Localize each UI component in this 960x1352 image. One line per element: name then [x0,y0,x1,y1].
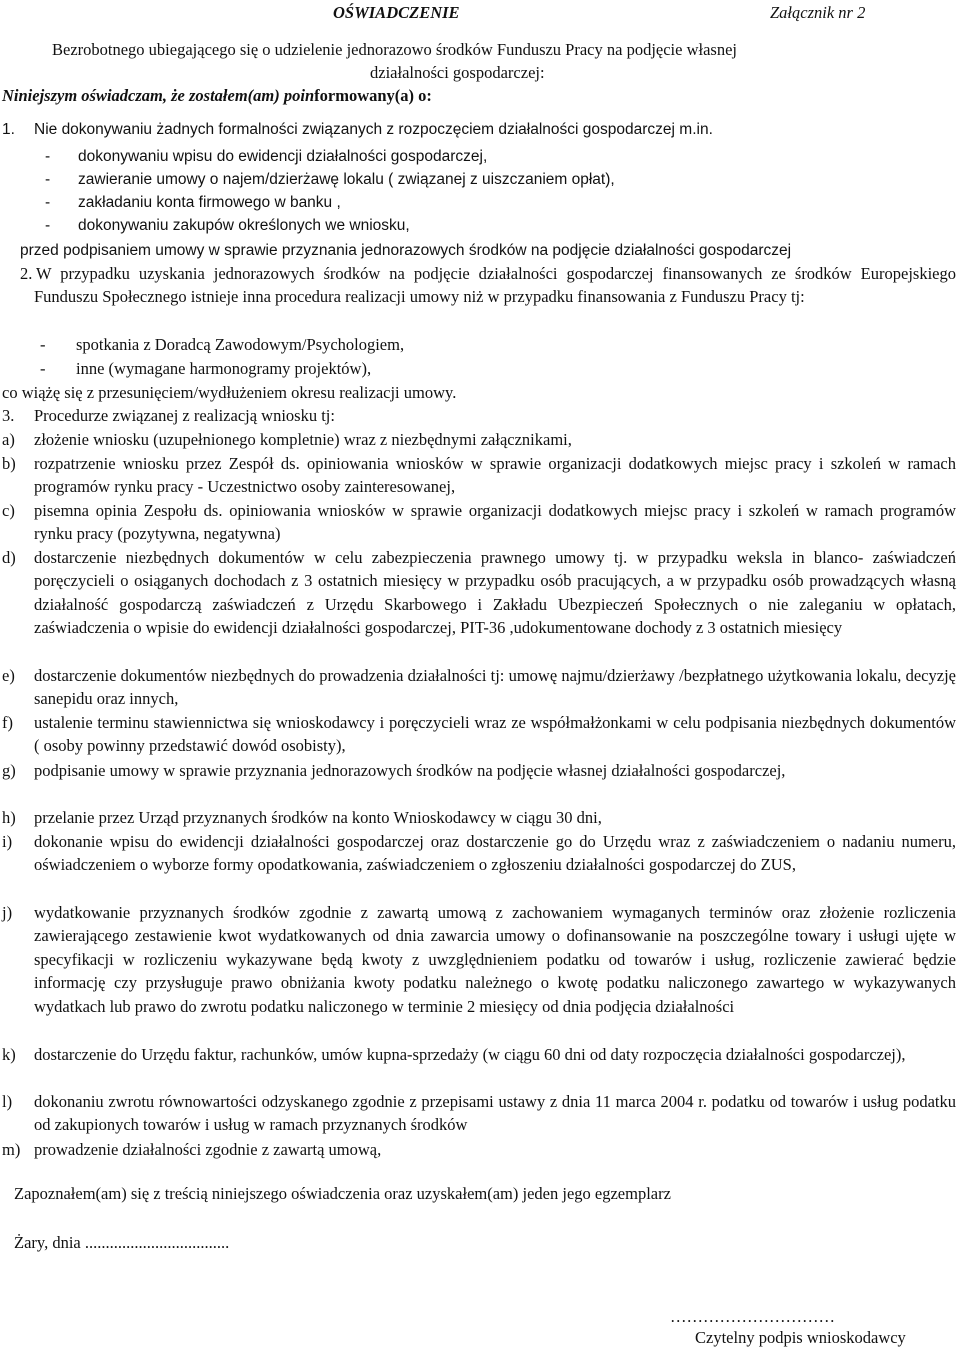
section-2-number: 2. [20,264,33,283]
procedure-item: dokonaniu zwrotu równowartości odzyskanego zgodnie z przepisami ustawy z dnia 11 marca 2004 r. podatku od towarów i usług podatku od zakupionych towarów i usług w ramach przyznanych środków [34,1092,956,1135]
section-1-footer: przed podpisaniem umowy w sprawie przyznania jednorazowych środków na podjęcie działalności gospodarczej [20,242,792,259]
item-letter: h) [2,808,16,827]
section-3-number: 3. [2,406,15,425]
procedure-item: ustalenie terminu stawiennictwa się wnioskodawcy i poręczycieli wraz ze współmałżonkami w celu podpisania niezbędnych dokumentów ( osoby powinny przedstawić dowód osobisty), [34,713,956,756]
signature-label: Czytelny podpis wnioskodawcy [695,1328,906,1347]
procedure-item: przelanie przez Urząd przyznanych środków na konto Wnioskodawcy w ciągu 30 dni, [34,808,602,827]
section-1-bullet: dokonywaniu wpisu do ewidencji działalności gospodarczej, [78,148,488,165]
section-1-bullet: zawieranie umowy o najem/dzierżawę lokalu ( związanej z uiszczaniem opłat), [78,171,615,188]
procedure-item: wydatkowanie przyznanych środków zgodnie z zawartą umową z zachowaniem wymaganych terminów oraz złożenie rozliczenia zawierającego zestawienie kwot wydatkowanych od dnia zawarcia umowy o dofinansowanie na poszczególne towary i usługi ujęte w specyfikacji w rozliczeniu wykazywane będą kwoty z uwzględnieniem podatku od towarów i usług, rozliczenie zawierać będzie informację czy przysługuje prawo obniżania kwoty podatku należnego o kwotę podatku naliczonego zawartego w wykazywanych wydatkach lub prawo do zwrotu podatku naliczonego w terminie 2 miesięcy od dnia podjęcia działalności [34,903,956,1016]
section-1-text: Nie dokonywaniu żadnych formalności związanych z rozpoczęciem działalności gospodarczej m.in. [34,121,713,138]
subject-line-1: Bezrobotnego ubiegającego się o udzielenie jednorazowo środków Funduszu Pracy na podjęcie własnej [52,40,737,59]
signature-dots: ………………………… [670,1307,835,1326]
item-letter: e) [2,666,15,685]
item-letter: g) [2,761,16,780]
section-2-text: W przypadku uzyskania jednorazowych środków na podjęcie działalności gospodarczej finansowanych ze środków Europejskiego Funduszu Społecznego istnieje inna procedura realizacji umowy niż w przypadku finansowania z Funduszu Pracy tj: [34,264,956,307]
procedure-item: prowadzenie działalności zgodnie z zawartą umową, [34,1140,382,1159]
procedure-item: dokonanie wpisu do ewidencji działalności gospodarczej oraz dostarczenie go do Urzędu wraz z zaświadczeniem o nadaniu numeru, oświadczeniem o wyborze formy opodatkowania, zaświadczeniem o zgłoszeniu działalności gospodarczej do ZUS, [34,832,956,875]
procedure-item: podpisanie umowy w sprawie przyznania jednorazowych środków na podjęcie własnej działalności gospodarczej, [34,761,786,780]
procedure-item: pisemna opinia Zespołu ds. opiniowania wniosków w sprawie organizacji dodatkowych miejsc pracy i szkoleń w ramach programów rynku pracy (pozytywna, negatywna) [34,501,956,544]
acknowledgement-text: Zapoznałem(am) się z treścią niniejszego oświadczenia oraz uzyskałem(am) jeden jego egzemplarz [14,1184,671,1203]
subject-line-2: działalności gospodarczej: [370,63,545,82]
intro-statement [2,85,432,107]
item-letter: c) [2,501,15,520]
bullet-dash: - [40,359,46,378]
bullet-dash: - [45,194,51,211]
item-letter: j) [2,903,13,922]
bullet-dash: - [40,335,46,354]
document-title: OŚWIADCZENIE [333,3,460,22]
procedure-item: dostarczenie dokumentów niezbędnych do prowadzenia działalności tj: umowę najmu/dzierżawy /bezpłatnego użytkowania lokalu, decyzję sanepidu oraz innych, [34,666,956,709]
procedure-item: złożenie wniosku (uzupełnionego kompletnie) wraz z niezbędnymi załącznikami, [34,430,572,449]
procedure-item: dostarczenie do Urzędu faktur, rachunków, umów kupna-sprzedaży (w ciągu 60 dni od daty rozpoczęcia działalności gospodarczej), [34,1045,906,1064]
item-letter: f) [2,713,13,732]
section-1-bullet: zakładaniu konta firmowego w banku , [78,194,341,211]
bullet-dash: - [45,171,51,188]
item-letter: i) [2,832,13,851]
place-date-line: Żary, dnia ................................... [14,1233,230,1252]
item-letter: b) [2,454,16,473]
bullet-dash: - [45,148,51,165]
section-2-bullet: spotkania z Doradcą Zawodowym/Psychologiem, [76,335,405,354]
intro-part-2: formowany(a) o: [314,86,432,105]
item-letter: d) [2,548,16,567]
procedure-item: rozpatrzenie wniosku przez Zespół ds. opiniowania wniosków w sprawie organizacji dodatkowych miejsc pracy i szkoleń w ramach programów rynku pracy - Uczestnictwo osoby zainteresowanej, [34,454,956,497]
item-letter: k) [2,1045,16,1064]
section-3-text: Procedurze związanej z realizacją wniosku tj: [34,406,335,425]
attachment-number: Załącznik nr 2 [770,3,866,22]
item-letter: m) [2,1140,21,1159]
section-1-number: 1. [2,121,15,138]
section-2-footer: co wiążę się z przesunięciem/wydłużeniem okresu realizacji umowy. [2,383,457,402]
bullet-dash: - [45,217,51,234]
section-2-bullet: inne (wymagane harmonogramy projektów), [76,359,372,378]
section-1-bullet: dokonywaniu zakupów określonych we wniosku, [78,217,410,234]
item-letter: a) [2,430,15,449]
item-letter: l) [2,1092,13,1111]
procedure-item: dostarczenie niezbędnych dokumentów w celu zabezpieczenia prawnego umowy tj. w przypadku weksla in blanco- zaświadczeń poręczycieli o osiąganych dochodach z 3 ostatnich miesięcy w przypadku osób pracujących, a w przypadku osób prowadzących własną działalność gospodarczą zaświadczeń z Urzędu Skarbowego i Zakładu Ubezpieczeń Społecznych o nie zaleganiu w opłatach, zaświadczenia o wpisie do ewidencji działalności gospodarczej, PIT-36 ,udokumentowane dochody z 3 ostatnich miesięcy [34,548,956,638]
intro-part-1: Niniejszym oświadczam, że zostałem(am) poin [2,86,315,105]
